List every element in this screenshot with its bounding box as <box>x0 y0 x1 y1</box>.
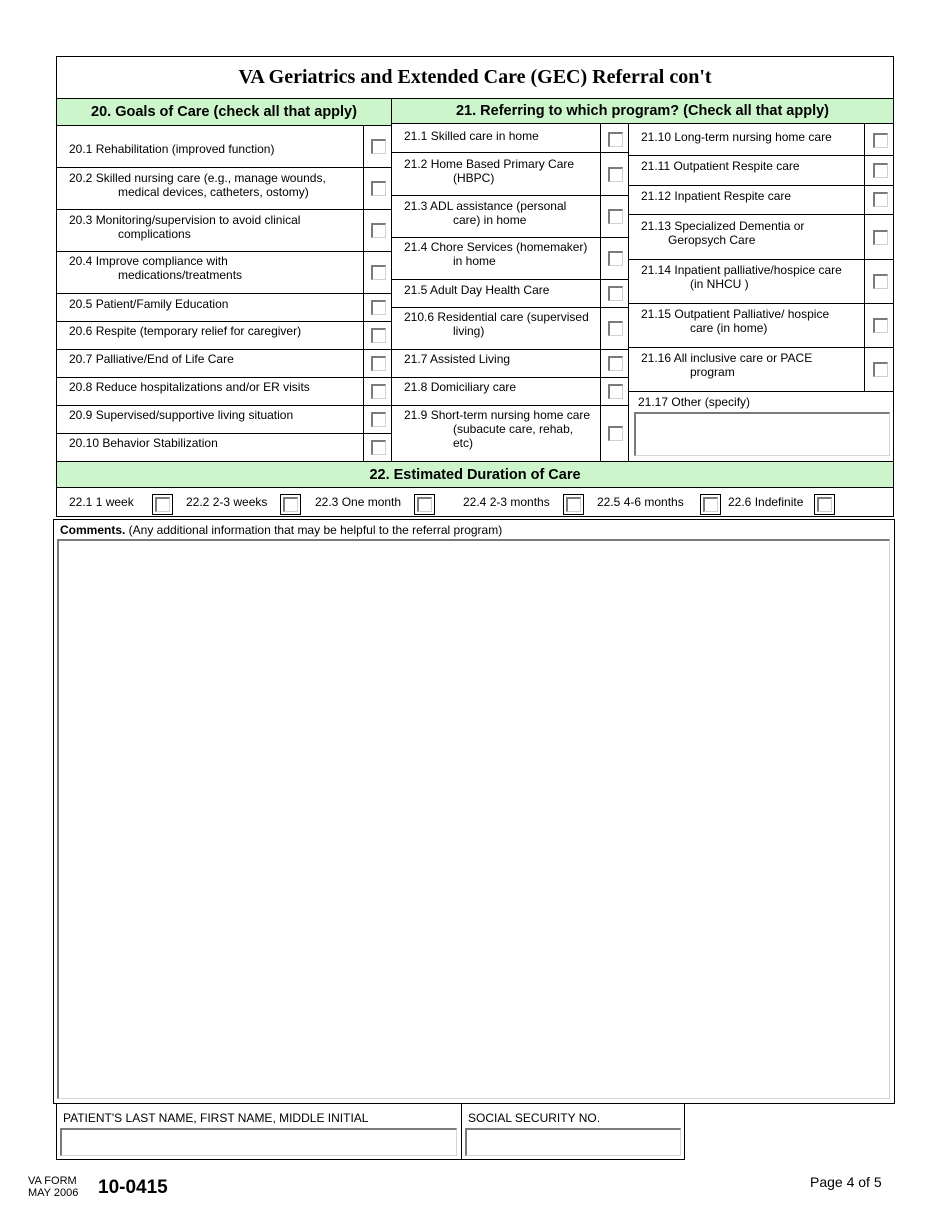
program-item-3 <box>404 199 566 227</box>
program-8-checkbox[interactable] <box>608 384 623 399</box>
duration-2-3-weeks-checkbox[interactable] <box>283 497 298 512</box>
program-item-9-label: 21.9 Short-term nursing home care <box>404 408 591 422</box>
program-7-checkbox[interactable] <box>608 356 623 371</box>
program-item-15-label: 21.15 Outpatient Palliative/ hospice <box>641 307 830 321</box>
duration-4-6-months-checkbox[interactable] <box>703 497 718 512</box>
program-11-checkbox[interactable] <box>873 163 888 178</box>
program-other-label: 21.17 Other (specify) <box>638 395 751 409</box>
program-14-checkbox[interactable] <box>873 274 888 289</box>
program-item-3-label: 21.3 ADL assistance (personal <box>404 199 567 213</box>
duration-indefinite-checkbox[interactable] <box>817 497 832 512</box>
duration-1-week-checkbox[interactable] <box>155 497 170 512</box>
goal-item-6 <box>69 324 301 338</box>
form-date: MAY 2006 <box>28 1187 79 1199</box>
form-title: VA Geriatrics and Extended Care (GEC) Referral con't <box>56 56 894 98</box>
program-item-3-label-cont: care) in home <box>453 213 527 227</box>
program-item-13-label-cont: Geropsych Care <box>668 233 756 247</box>
program-item-16 <box>641 351 812 379</box>
program-item-8 <box>404 380 516 394</box>
program-item-16-label: 21.16 All inclusive care or PACE <box>641 351 813 365</box>
goal-10-checkbox[interactable] <box>371 440 386 455</box>
program-item-5-label: 21.5 Adult Day Health Care <box>404 283 550 297</box>
goal-item-2-label: 20.2 Skilled nursing care (e.g., manage wounds, <box>69 171 326 185</box>
program-item-9 <box>404 408 590 450</box>
duration-option-6-label: 22.6 Indefinite <box>728 495 804 509</box>
program-item-7-label: 21.7 Assisted Living <box>404 352 511 366</box>
goal-item-4-label: 20.4 Improve compliance with <box>69 254 228 268</box>
duration-2-3-months-checkbox[interactable] <box>566 497 581 512</box>
goal-item-4-label-cont: medications/treatments <box>118 268 243 282</box>
duration-option-5-label: 22.5 4-6 months <box>597 495 684 509</box>
program-item-2-label-cont: (HBPC) <box>453 171 495 185</box>
patient-name-input[interactable] <box>60 1128 457 1156</box>
ssn-label: SOCIAL SECURITY NO. <box>468 1111 601 1125</box>
program-item-1 <box>404 129 539 143</box>
program-item-2-label: 21.2 Home Based Primary Care <box>404 157 575 171</box>
program-3-checkbox[interactable] <box>608 209 623 224</box>
duration-option-4-label: 22.4 2-3 months <box>463 495 550 509</box>
patient-name-label: PATIENT'S LAST NAME, FIRST NAME, MIDDLE INITIAL <box>63 1111 369 1125</box>
goal-4-checkbox[interactable] <box>371 265 386 280</box>
goal-item-3 <box>69 213 300 241</box>
program-item-4-label: 21.4 Chore Services (homemaker) <box>404 240 588 254</box>
goal-item-10-label: 20.10 Behavior Stabilization <box>69 436 218 450</box>
program-15-checkbox[interactable] <box>873 318 888 333</box>
program-item-15-label-cont: care (in home) <box>690 321 768 335</box>
program-item-11 <box>641 159 800 173</box>
goal-7-checkbox[interactable] <box>371 356 386 371</box>
program-item-9-label-cont2: etc) <box>453 436 474 450</box>
goal-item-8 <box>69 380 310 394</box>
goal-9-checkbox[interactable] <box>371 412 386 427</box>
section-20-header: 20. Goals of Care (check all that apply) <box>56 98 392 126</box>
goal-item-8-label: 20.8 Reduce hospitalizations and/or ER visits <box>69 380 310 394</box>
comments-textarea[interactable] <box>57 539 890 1099</box>
program-item-6 <box>404 310 589 338</box>
program-item-16-label-cont: program <box>690 365 735 379</box>
goal-2-checkbox[interactable] <box>371 181 386 196</box>
program-4-checkbox[interactable] <box>608 251 623 266</box>
goal-item-10 <box>69 436 218 450</box>
goal-3-checkbox[interactable] <box>371 223 386 238</box>
program-item-1-label: 21.1 Skilled care in home <box>404 129 539 143</box>
va-form-label: VA FORM <box>28 1175 77 1187</box>
program-item-11-label: 21.11 Outpatient Respite care <box>641 159 800 173</box>
program-item-13 <box>641 219 804 247</box>
duration-one-month-checkbox[interactable] <box>417 497 432 512</box>
goal-8-checkbox[interactable] <box>371 384 386 399</box>
program-2-checkbox[interactable] <box>608 167 623 182</box>
comments-label-text: (Any additional information that may be helpful to the referral program) <box>125 523 503 537</box>
program-item-5 <box>404 283 549 297</box>
form-number: 10-0415 <box>98 1177 168 1198</box>
goal-item-7 <box>69 352 234 366</box>
program-6-checkbox[interactable] <box>608 321 623 336</box>
program-item-13-label: 21.13 Specialized Dementia or <box>641 219 805 233</box>
goal-item-5 <box>69 297 228 311</box>
program-item-10-label: 21.10 Long-term nursing home care <box>641 130 832 144</box>
program-item-12 <box>641 189 791 203</box>
goal-item-4 <box>69 254 242 282</box>
program-item-14 <box>641 263 842 291</box>
program-9-checkbox[interactable] <box>608 426 623 441</box>
duration-option-2-label: 22.2 2-3 weeks <box>186 495 268 509</box>
duration-option-1-label: 22.1 1 week <box>69 495 134 509</box>
program-item-10 <box>641 130 832 144</box>
program-item-7 <box>404 352 510 366</box>
duration-option-3-label: 22.3 One month <box>315 495 402 509</box>
program-item-15 <box>641 307 829 335</box>
goal-item-3-label-cont: complications <box>118 227 191 241</box>
program-item-14-label-cont: (in NHCU ) <box>690 277 749 291</box>
section-22-header: 22. Estimated Duration of Care <box>56 461 894 488</box>
program-10-checkbox[interactable] <box>873 133 888 148</box>
program-item-4 <box>404 240 587 268</box>
program-item-12-label: 21.12 Inpatient Respite care <box>641 189 792 203</box>
program-item-2 <box>404 157 574 185</box>
program-item-6-label-cont: living) <box>453 324 485 338</box>
program-item-14-label: 21.14 Inpatient palliative/hospice care <box>641 263 842 277</box>
program-item-4-label-cont: in home <box>453 254 496 268</box>
page-number: Page 4 of 5 <box>810 1174 882 1190</box>
section-21-header: 21. Referring to which program? (Check all that apply) <box>391 98 894 124</box>
ssn-input[interactable] <box>465 1128 681 1156</box>
program-12-checkbox[interactable] <box>873 192 888 207</box>
program-13-checkbox[interactable] <box>873 230 888 245</box>
goal-item-3-label: 20.3 Monitoring/supervision to avoid clinical <box>69 213 301 227</box>
goal-5-checkbox[interactable] <box>371 300 386 315</box>
program-16-checkbox[interactable] <box>873 362 888 377</box>
program-1-checkbox[interactable] <box>608 132 623 147</box>
goal-item-2 <box>69 171 326 199</box>
goal-1-checkbox[interactable] <box>371 139 386 154</box>
goal-item-9 <box>69 408 293 422</box>
comments-label-bold: Comments. <box>60 523 126 537</box>
goal-item-2-label-cont: medical devices, catheters, ostomy) <box>118 185 309 199</box>
comments-label <box>60 523 502 537</box>
goal-item-7-label: 20.7 Palliative/End of Life Care <box>69 352 234 366</box>
goal-6-checkbox[interactable] <box>371 328 386 343</box>
program-item-6-label: 210.6 Residential care (supervised <box>404 310 589 324</box>
goal-item-1 <box>69 142 274 156</box>
program-other-input[interactable] <box>634 412 890 456</box>
goal-item-6-label: 20.6 Respite (temporary relief for caregiver) <box>69 324 302 338</box>
goal-item-9-label: 20.9 Supervised/supportive living situation <box>69 408 294 422</box>
program-5-checkbox[interactable] <box>608 286 623 301</box>
goal-item-5-label: 20.5 Patient/Family Education <box>69 297 229 311</box>
program-item-9-label-cont: (subacute care, rehab, <box>453 422 574 436</box>
goal-item-1-label: 20.1 Rehabilitation (improved function) <box>69 142 275 156</box>
program-item-8-label: 21.8 Domiciliary care <box>404 380 517 394</box>
